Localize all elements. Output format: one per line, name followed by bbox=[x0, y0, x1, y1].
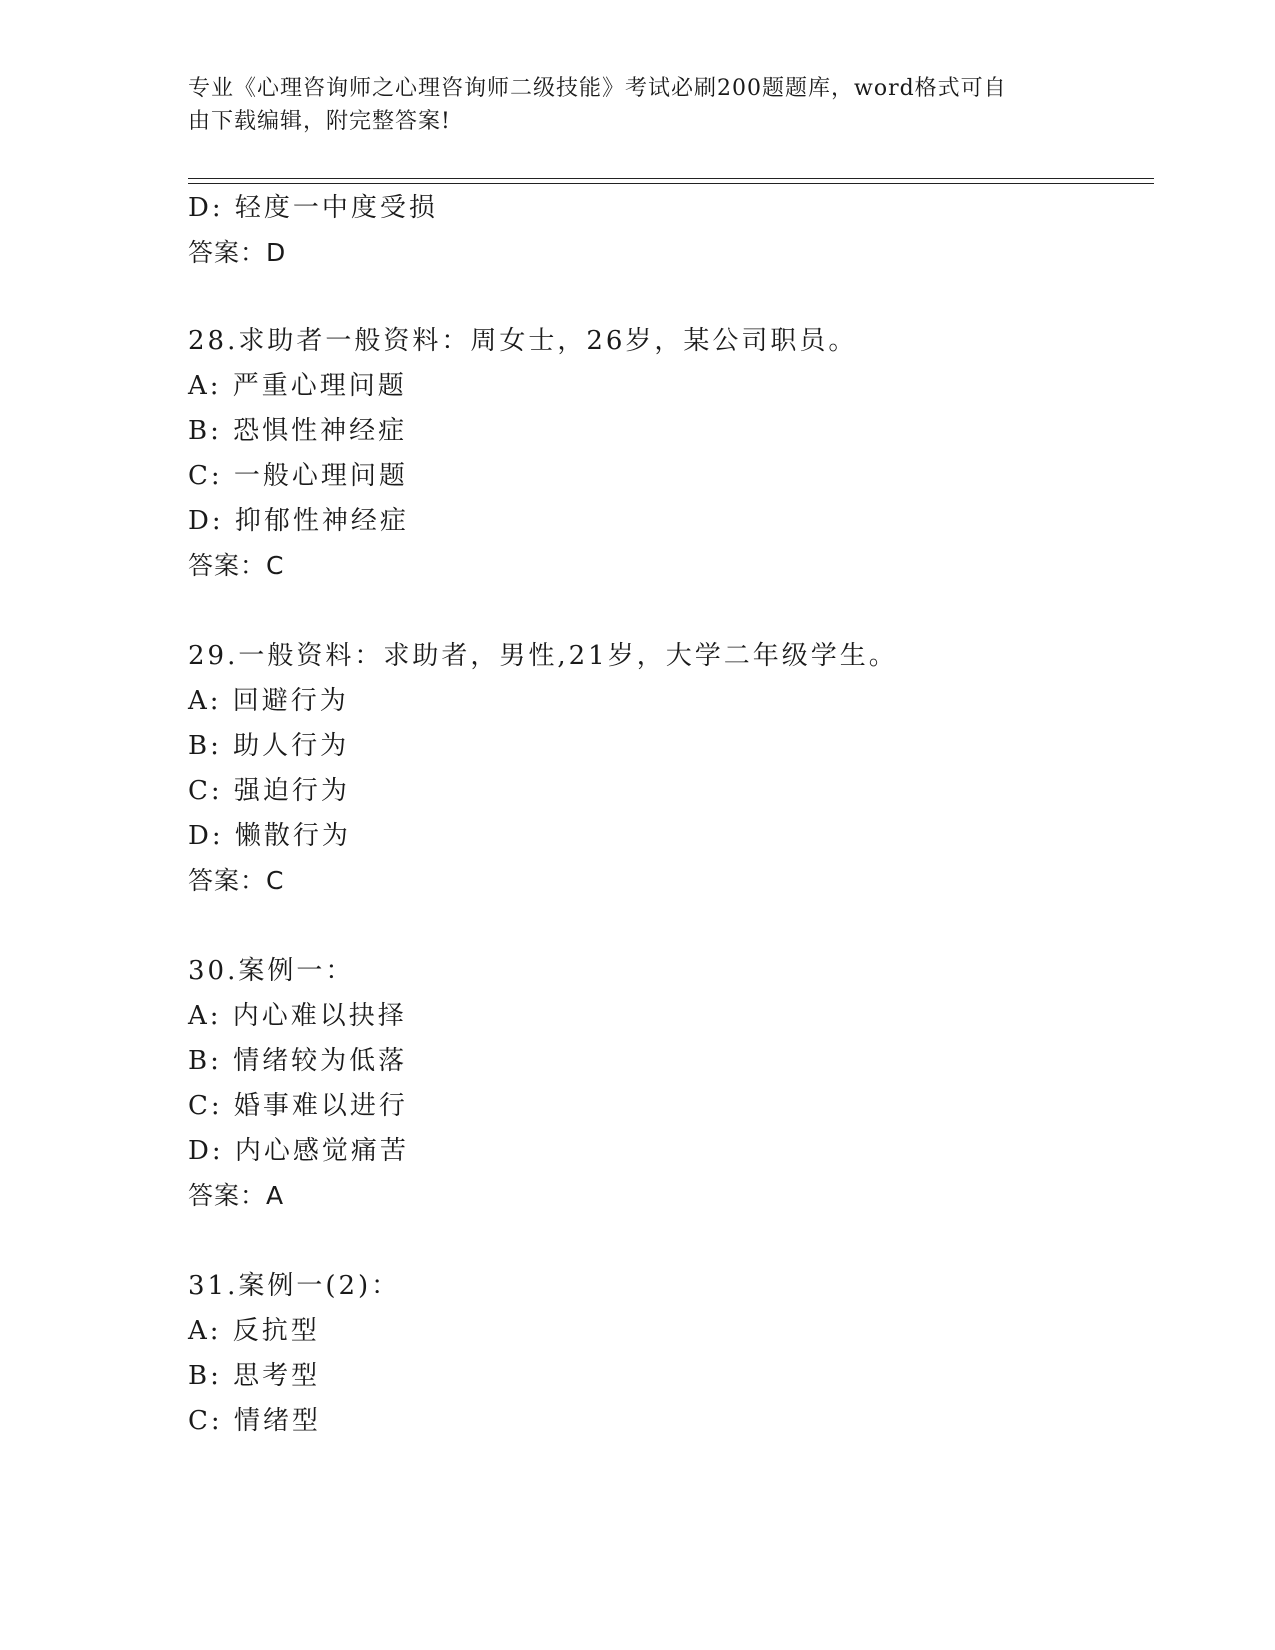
question-28-option-a: A: 严重心理问题 bbox=[188, 371, 407, 401]
question-30-option-a: A: 内心难以抉择 bbox=[188, 1001, 407, 1031]
question-30-option-b: B: 情绪较为低落 bbox=[188, 1046, 408, 1076]
prev-answer: 答案：D bbox=[188, 238, 287, 267]
question-28-answer: 答案：C bbox=[188, 551, 285, 580]
question-28-option-d: D: 抑郁性神经症 bbox=[188, 506, 409, 536]
question-29-stem: 29.一般资料：求助者，男性,21岁，大学二年级学生。 bbox=[188, 641, 898, 671]
question-29-option-c: C: 强迫行为 bbox=[188, 776, 350, 806]
document-header bbox=[188, 72, 1068, 138]
header-line-1: 专业《心理咨询师之心理咨询师二级技能》考试必刷200题题库，word格式可自 bbox=[188, 76, 1007, 101]
question-30-answer: 答案：A bbox=[188, 1181, 285, 1210]
question-28-stem: 28.求助者一般资料：周女士，26岁，某公司职员。 bbox=[188, 326, 858, 356]
question-31-option-a: A: 反抗型 bbox=[188, 1316, 320, 1346]
prev-option-d: D: 轻度一中度受损 bbox=[188, 193, 438, 223]
question-31-option-c: C: 情绪型 bbox=[188, 1406, 321, 1436]
question-28-option-b: B: 恐惧性神经症 bbox=[188, 416, 408, 446]
question-30-stem: 30.案例一： bbox=[188, 956, 355, 986]
question-29-option-b: B: 助人行为 bbox=[188, 731, 350, 761]
question-29-option-a: A: 回避行为 bbox=[188, 686, 349, 716]
header-line-2: 由下载编辑，附完整答案! bbox=[188, 109, 451, 134]
question-29-option-d: D: 懒散行为 bbox=[188, 821, 351, 851]
header-divider-bottom bbox=[188, 183, 1154, 184]
header-divider-top bbox=[188, 178, 1154, 179]
question-30-option-d: D: 内心感觉痛苦 bbox=[188, 1136, 409, 1166]
question-31-option-b: B: 思考型 bbox=[188, 1361, 321, 1391]
question-29-answer: 答案：C bbox=[188, 866, 285, 895]
question-31-stem: 31.案例一(2)： bbox=[188, 1271, 401, 1301]
question-30-option-c: C: 婚事难以进行 bbox=[188, 1091, 408, 1121]
question-28-option-c: C: 一般心理问题 bbox=[188, 461, 408, 491]
